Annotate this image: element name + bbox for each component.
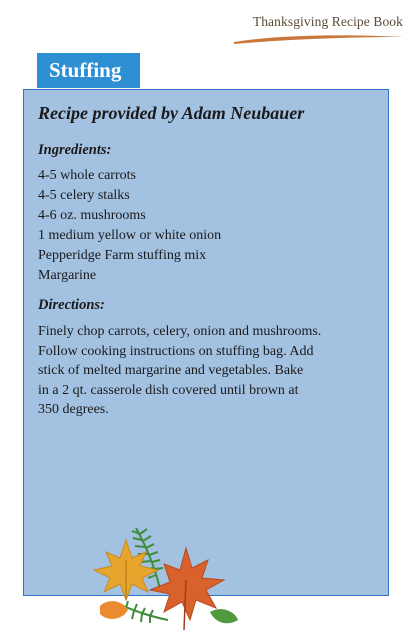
ingredient-item: Pepperidge Farm stuffing mix	[38, 248, 207, 263]
book-title: Thanksgiving Recipe Book	[252, 14, 403, 29]
ingredient-item: 1 medium yellow or white onion	[38, 228, 222, 243]
directions-line: Follow cooking instructions on stuffing bag. Add	[38, 343, 314, 359]
ingredients-list	[38, 166, 221, 286]
autumn-leaves-icon	[78, 520, 248, 638]
ingredient-item: Margarine	[38, 268, 97, 283]
ingredient-item: 4-6 oz. mushrooms	[38, 208, 146, 223]
directions-line: Finely chop carrots, celery, onion and mushrooms.	[38, 324, 322, 339]
recipe-title: Stuffing	[49, 58, 122, 82]
recipe-title-tab	[37, 53, 140, 88]
directions-heading: Directions:	[38, 297, 105, 313]
directions-line: stick of melted margarine and vegetables. Bake	[38, 363, 304, 378]
ingredients-heading: Ingredients:	[38, 142, 112, 158]
directions-line: 350 degrees.	[38, 402, 109, 417]
recipe-attribution: Recipe provided by Adam Neubauer	[38, 103, 305, 123]
directions-text	[38, 322, 321, 420]
ingredient-item: 4-5 celery stalks	[38, 188, 130, 203]
swoosh-underline-icon	[232, 32, 407, 46]
directions-line: in a 2 qt. casserole dish covered until brown at	[38, 382, 299, 398]
ingredient-item: 4-5 whole carrots	[38, 168, 136, 183]
